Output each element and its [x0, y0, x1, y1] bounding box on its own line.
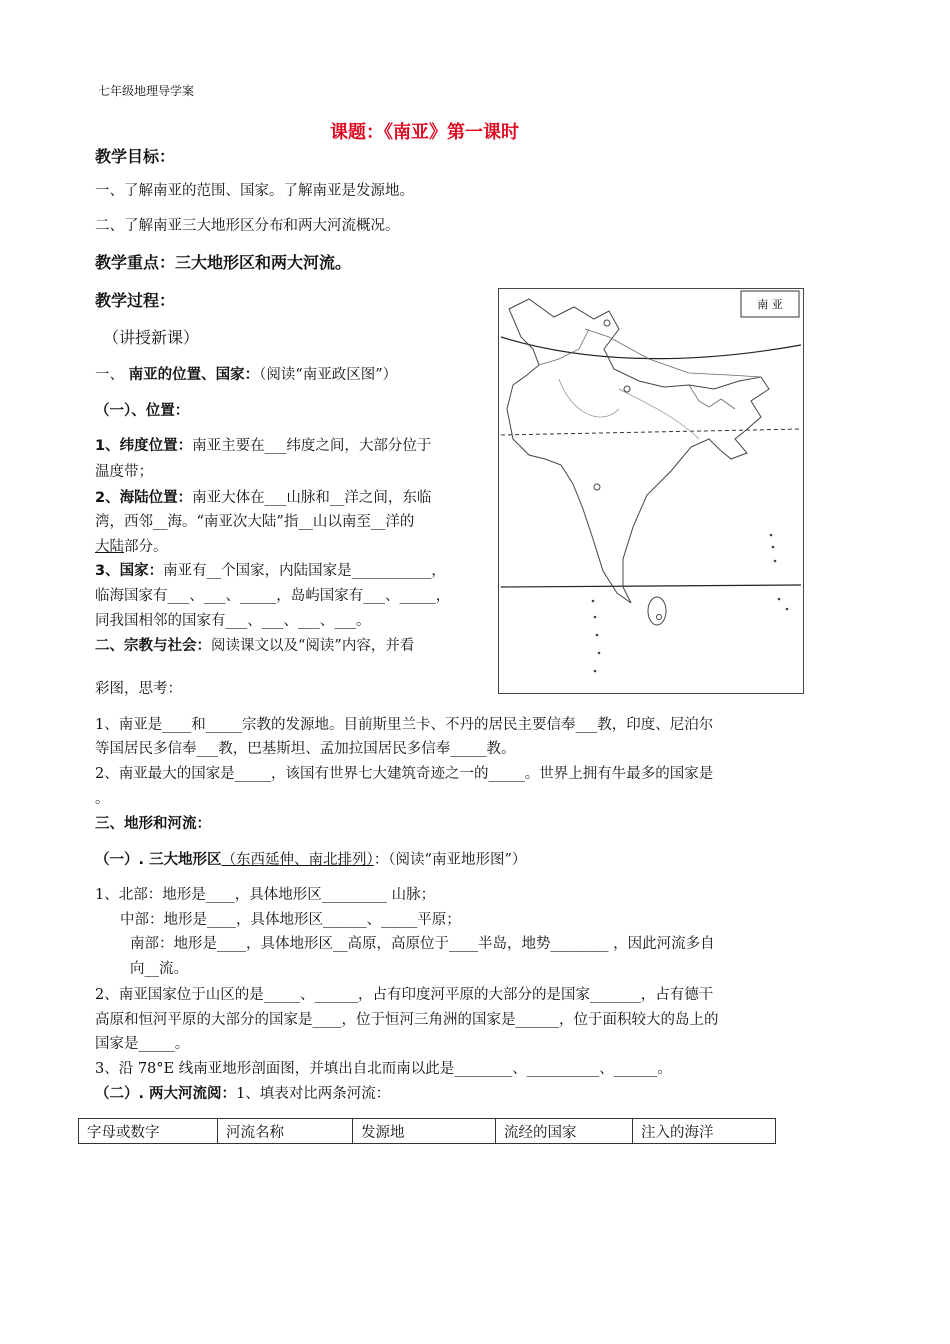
landform-question-2a: 2、南亚国家位于山区的是_____、______，占有印度河平原的大部分的是国家_______，占有德干 — [95, 987, 714, 1003]
country-label: 3、国家： — [95, 563, 164, 579]
country-line-2: 临海国家有___、___、_____，岛屿国家有___、_____， — [95, 588, 451, 604]
latitude-text-1: 南亚主要在___纬度之间，大部分位于 — [192, 438, 432, 454]
sea-text-mainland: 大陆 — [95, 539, 124, 555]
section-2-text-1: 阅读课文以及“阅读”内容，并看 — [211, 638, 415, 654]
sea-text-3: 部分。 — [124, 539, 168, 555]
process-heading: 教学过程： — [95, 291, 176, 310]
island-dot — [778, 598, 781, 601]
country-line-3: 同我国相邻的国家有___、___、___、___。 — [95, 613, 371, 629]
landform-question-2b: 高原和恒河平原的大部分的国家是____，位于恒河三角洲的国家是______，位于面积较大的岛上的 — [95, 1012, 719, 1028]
religion-question-1a: 1、南亚是____和_____宗教的发源地。目前斯里兰卡、不丹的居民主要信奉___教，印度、尼泊尔 — [95, 717, 714, 733]
north-landform: 1、北部：地形是____，具体地形区_________ 山脉； — [95, 887, 436, 903]
country-line-1 — [95, 558, 446, 584]
religion-question-1b: 等国居民多信奉___教，巴基斯坦、孟加拉国居民多信奉_____教。 — [95, 741, 516, 757]
landform-sub-note: （东西延伸、南北排列） — [221, 852, 374, 868]
table-header-row — [79, 1119, 776, 1144]
section-1-number: 一、 — [95, 367, 124, 383]
rivers-sub-label: （二）. 两大河流阅： — [95, 1086, 237, 1102]
river-comparison-table — [78, 1118, 776, 1144]
island-dot — [592, 600, 595, 603]
coastline — [507, 299, 769, 603]
city-marker — [657, 615, 662, 620]
south-landform: 南部：地形是____，具体地形区__高原，高原位于____半岛，地势________ ，因此河流多自 — [130, 936, 715, 952]
objectives-heading: 教学目标： — [95, 147, 176, 166]
table-header-cell: 发源地 — [353, 1119, 496, 1144]
landform-sub-read: ：（阅读“南亚地形图”） — [373, 852, 527, 868]
river-indus — [559, 379, 619, 417]
page-header: 七年级地理导学案 — [98, 84, 195, 98]
sea-text-1: 南亚大体在___山脉和__洋之间，东临 — [192, 490, 432, 506]
table-header-cell: 字母或数字 — [79, 1119, 218, 1144]
objective-1: 一、了解南亚的范围、国家。了解南亚是发源地。 — [95, 183, 414, 199]
section-2-line-2: 彩图，思考： — [95, 681, 182, 697]
landform-question-3: 3、沿 78°E 线南亚地形剖面图，并填出自北而南以此是________、__________、______。 — [95, 1061, 672, 1077]
himalaya-border — [585, 329, 761, 377]
religion-question-2a: 2、南亚最大的国家是_____，该国有世界七大建筑奇迹之一的_____。世界上拥有牛最多的国家是 — [95, 766, 714, 782]
latitude-line-south — [501, 585, 801, 587]
sea-label: 2、海陆位置： — [95, 490, 193, 506]
section-1-title: 南亚的位置、国家： — [128, 367, 260, 383]
table-header-cell: 注入的海洋 — [633, 1119, 776, 1144]
city-marker — [594, 484, 600, 490]
island-dot — [594, 616, 597, 619]
latitude-label: 1、纬度位置： — [95, 438, 193, 454]
island-dot — [772, 546, 775, 549]
table-header-cell: 河流名称 — [218, 1119, 353, 1144]
south-landform-cont: 向__流。 — [130, 961, 188, 977]
latitude-line-2: 温度带； — [95, 464, 153, 480]
landform-sub-label: （一）. 三大地形区 — [95, 852, 222, 868]
sea-line-3 — [95, 534, 168, 560]
section-3-heading: 三、地形和河流： — [95, 816, 211, 832]
west-border — [539, 329, 589, 365]
city-marker — [604, 320, 610, 326]
objective-2: 二、了解南亚三大地形区分布和两大河流概况。 — [95, 218, 400, 234]
river-ganges — [619, 389, 699, 439]
landform-subheading — [95, 847, 526, 873]
religion-question-2b: 。 — [95, 791, 110, 807]
sri-lanka — [648, 597, 666, 625]
island-dot — [594, 670, 597, 673]
process-subheading: （讲授新课） — [103, 328, 200, 347]
position-subheading: （一）、位置： — [95, 403, 190, 419]
sea-line-2: 湾，西邻__海。“南亚次大陆”指__山以南至__洋的 — [95, 514, 415, 530]
table-header-cell: 流经的国家 — [496, 1119, 633, 1144]
lesson-title: 课题：《南亚》第一课时 — [330, 122, 519, 143]
island-dot — [786, 608, 789, 611]
south-asia-map — [498, 288, 804, 694]
section-1-heading — [95, 362, 397, 388]
map-label: 南 亚 — [757, 298, 783, 311]
tropic-line — [501, 429, 801, 435]
city-marker — [624, 386, 630, 392]
country-text-1: 南亚有__个国家，内陆国家是___________， — [163, 563, 446, 579]
rivers-subheading — [95, 1081, 390, 1107]
island-dot — [598, 652, 601, 655]
island-dot — [770, 534, 773, 537]
section-1-note: （阅读“南亚政区图”） — [259, 367, 398, 383]
island-dot — [596, 634, 599, 637]
map-drawing — [499, 289, 803, 693]
rivers-sub-text: 1、填表对比两条河流： — [236, 1086, 391, 1102]
sea-line-1 — [95, 485, 431, 511]
latitude-line-1 — [95, 433, 431, 459]
island-dot — [774, 560, 777, 563]
key-points: 教学重点：三大地形区和两大河流。 — [95, 253, 352, 272]
section-2-label: 二、宗教与社会： — [95, 638, 211, 654]
section-2-line-1 — [95, 633, 414, 659]
landform-question-2c: 国家是_____。 — [95, 1036, 190, 1052]
central-landform: 中部：地形是____，具体地形区______、_____平原； — [120, 912, 461, 928]
latitude-line-north — [501, 337, 801, 359]
